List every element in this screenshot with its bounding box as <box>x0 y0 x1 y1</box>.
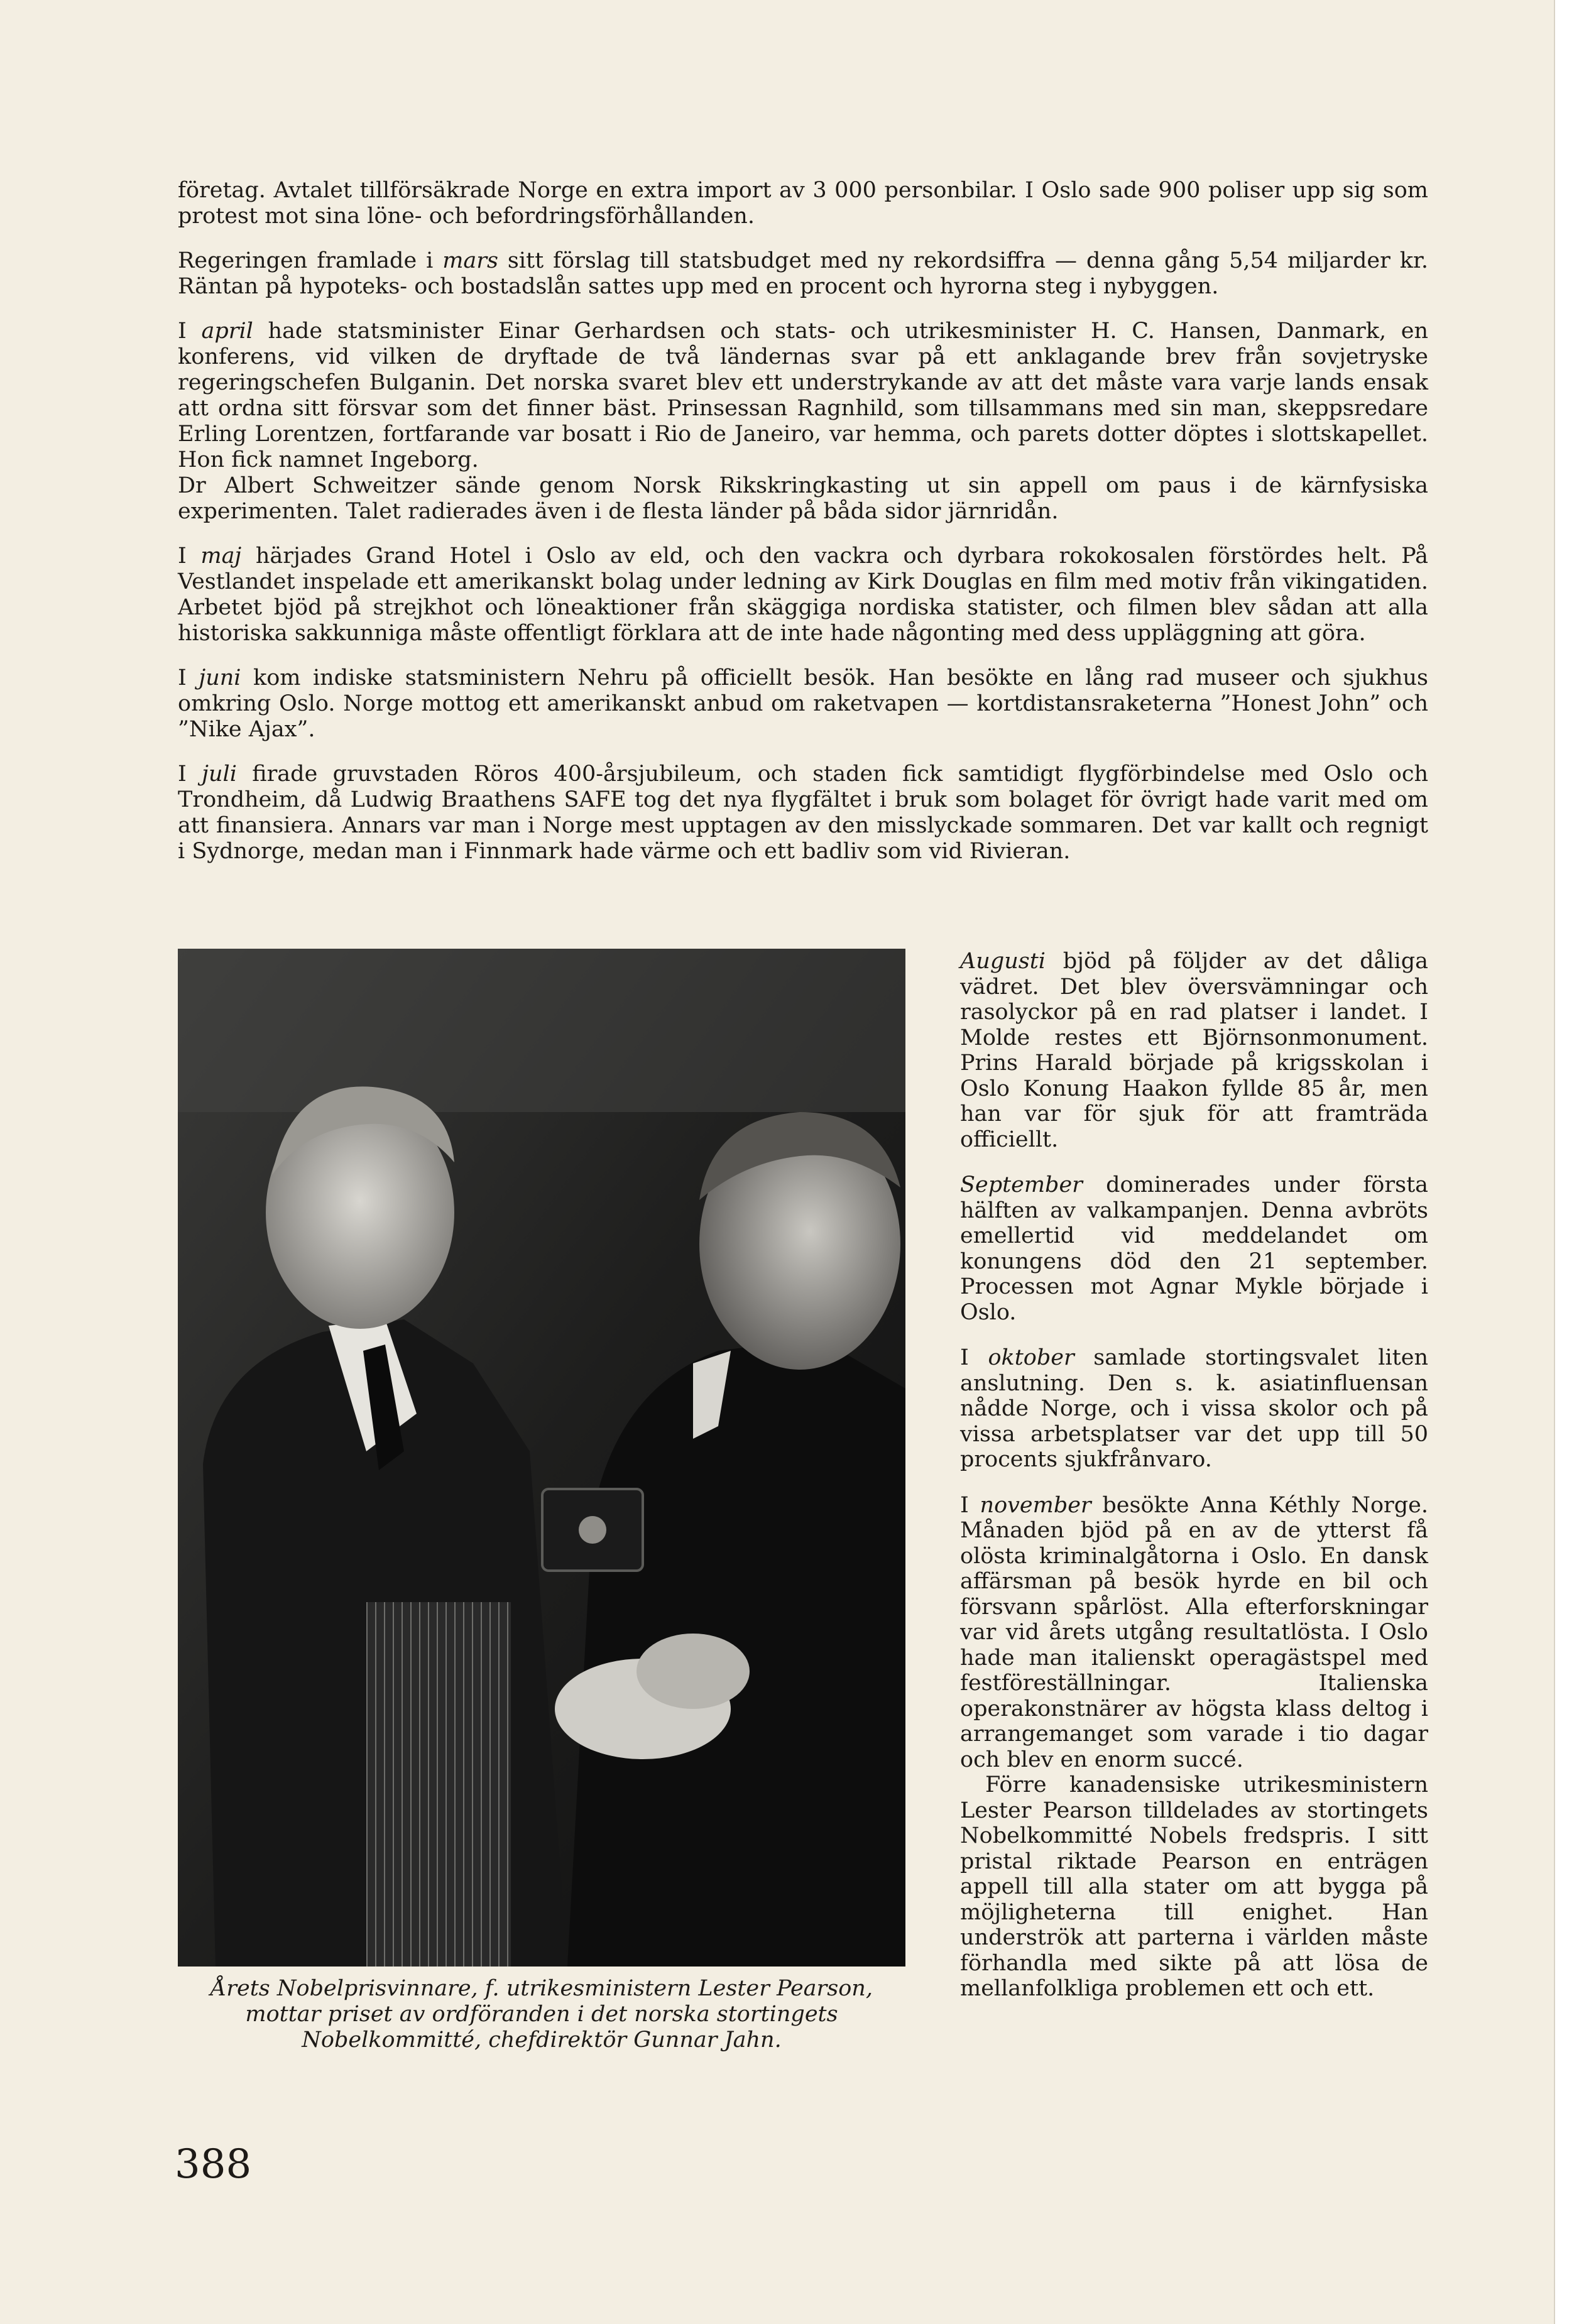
paragraph-september: September dominerades under första hälften av valkampanjen. Denna avbröts emellertid vid meddelandet om konungens död den 21 september. Processen mot Agnar Mykle började i Oslo. <box>960 1172 1428 1325</box>
paragraph-mars: Regeringen framlade i mars sitt förslag till statsbudget med ny rekordsiffra — denna gång 5,54 miljarder kr. Räntan på hypoteks- och bostadslån sattes upp med en procent och hyrorna steg i nybyggen. <box>178 248 1428 299</box>
page-number: 388 <box>175 2141 252 2188</box>
paragraph-maj: I maj härjades Grand Hotel i Oslo av eld, och den vackra och dyrbara rokokosalen förstördes helt. På Vestlandet inspelade ett amerikanskt bolag under ledning av Kirk Douglas en film med motiv från vikingatiden. Arbetet bjöd på strejkhot och löneaktioner från skäggiga nordiska statister, och filmen blev sådan att alla historiska sakkunniga måste offentligt förklara att de inte hade någonting med dess uppläggning att göra. <box>178 543 1428 646</box>
sidebar-text <box>960 949 1428 2022</box>
nobel-photo <box>178 949 905 1967</box>
paragraph-april: I april hade statsminister Einar Gerhardsen och stats- och utrikesminister H. C. Hansen, Danmark, en konferens, vid vilken de dryftade de två ländernas svar på ett anklagande brev från sovjetryske regeringschefen Bulganin. Det norska svaret blev ett understrykande av att det måste vara varje lands ensak att ordna sitt försvar som det finner bäst. Prinsessan Ragnhild, som tillsammans med sin man, skeppsredare Erling Lorentzen, fortfarande var bosatt i Rio de Janeiro, var hemma, och parets dotter döptes i slottskapellet. Hon fick namnet Ingeborg. <box>178 319 1429 472</box>
page-edge <box>1554 0 1579 2324</box>
paragraph-pearson: Förre kanadensiske utrikesministern Lester Pearson tilldelades av stortingets Nobelkommitté Nobels fredspris. I sitt pristal riktade Pearson en enträgen appell till alla stater om att bygga på möjligheterna till enighet. Han underströk att parterna i världen måste förhandla med sikte på att lösa de mellanfolkliga problemen ett och ett. <box>960 1772 1428 2001</box>
paragraph-oktober: I oktober samlade stortingsvalet liten anslutning. Den s. k. asiatinfluensan nådde Norge, och i vissa skolor och på vissa arbetsplatser var det upp till 50 procents sjukfrånvaro. <box>960 1345 1429 1472</box>
paragraph-intro: företag. Avtalet tillförsäkrade Norge en extra import av 3 000 personbilar. I Oslo sade 900 poliser upp sig som protest mot sina löne- och befordringsförhållanden. <box>178 178 1428 229</box>
paragraph-juni: I juni kom indiske statsministern Nehru på officiellt besök. Han besökte en lång rad museer och sjukhus omkring Oslo. Norge mottog ett amerikanskt anbud om raketvapen — kortdistansraketerna ”Honest John” och ”Nike Ajax”. <box>178 665 1428 742</box>
main-text <box>178 178 1428 883</box>
photo-and-sidebar <box>178 949 1428 2080</box>
paragraph-november: I november besökte Anna Kéthly Norge. Månaden bjöd på en av de ytterst få olösta kriminalgåtorna i Oslo. En dansk affärsman på besök hyrde en bil och försvann spårlöst. Alla efterforskningar var vid årets utgång resultatlösta. I Oslo hade man italienskt operagästspel med festföreställningar. Italienska operakonstnärer av högsta klass deltog i arrangemanget som varade i tio dagar och blev en enorm succé. <box>960 1492 1429 1772</box>
photo-illustration <box>178 949 905 1967</box>
paragraph-juli: I juli firade gruvstaden Röros 400-årsjubileum, och staden fick samtidigt flygförbindelse med Oslo och Trondheim, då Ludwig Braathens SAFE tog det nya flygfältet i bruk som bolaget för övrigt hade varit med om att finansiera. Annars var man i Norge mest upptagen av den misslyckade sommaren. Det var kallt och regnigt i Sydnorge, medan man i Finnmark hade värme och ett badliv som vid Rivieran. <box>178 761 1428 864</box>
paragraph-augusti: Augusti bjöd på följder av det dåliga vädret. Det blev översvämningar och rasolyckor på en rad platser i landet. I Molde restes ett Björnsonmonument. Prins Harald började på krigsskolan i Oslo Konung Haakon fyllde 85 år, men han var för sjuk för att framträda officiellt. <box>960 949 1428 1152</box>
paragraph-schweitzer: Dr Albert Schweitzer sände genom Norsk Rikskringkasting ut sin appell om paus i de kärnfysiska experimenten. Talet radierades även i de flesta länder på båda sidor järnridån. <box>178 473 1428 524</box>
photo-caption: Årets Nobelprisvinnare, f. utrikesministern Lester Pearson, mottar priset av ordföranden i det norska stortingets Nobelkommitté, chefdirektör Gunnar Jahn. <box>210 1976 873 2053</box>
